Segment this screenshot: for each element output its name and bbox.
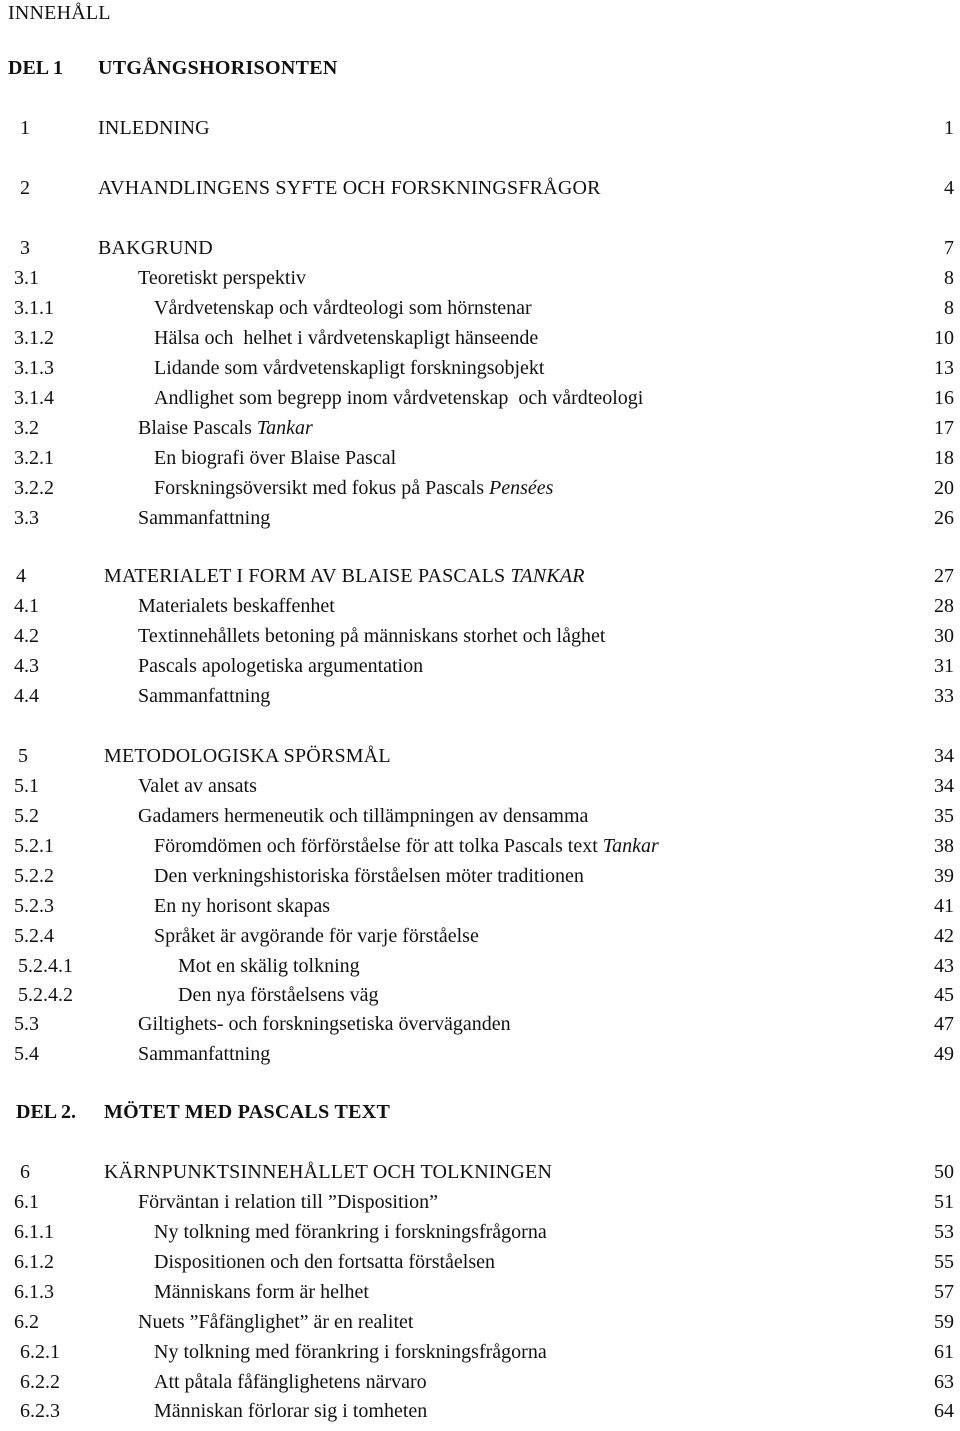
toc-entry-title — [138, 1308, 413, 1336]
toc-entry-number: 4 — [16, 565, 26, 587]
toc-entry-title-text: Mot en skälig tolkning — [178, 955, 360, 977]
toc-entry-title-text: INLEDNING — [98, 117, 210, 139]
toc-entry-title-text: Sammanfattning — [138, 507, 271, 529]
toc-entry — [0, 981, 960, 1009]
toc-entry-title-text: Föromdömen och förförståelse för att tolka Pascals text — [154, 835, 603, 857]
toc-entry — [0, 1338, 960, 1366]
toc-entry — [0, 802, 960, 830]
toc-entry-page-number: 47 — [934, 1013, 954, 1035]
toc-entry-title — [138, 772, 257, 800]
toc-entry-page-number: 59 — [934, 1311, 954, 1333]
toc-entry — [0, 444, 960, 472]
toc-entry-page-number: 50 — [934, 1161, 954, 1183]
toc-entry — [0, 1278, 960, 1306]
toc-entry-title-text: Gadamers hermeneutik och tillämpningen av densamma — [138, 805, 589, 827]
toc-entry-title — [154, 474, 553, 502]
toc-entry-title-text: En ny horisont skapas — [154, 895, 331, 917]
toc-entry-page-number: 1 — [944, 117, 954, 139]
toc-entry-page-number: 35 — [934, 805, 954, 827]
toc-entry-number: 3.1.2 — [14, 327, 54, 349]
toc-entry-title-text: Blaise Pascals — [138, 417, 257, 439]
toc-entry-number: 6.1.3 — [14, 1281, 54, 1303]
toc-entry — [0, 234, 960, 262]
toc-entry-title-text: Förväntan i relation till ”Disposition” — [138, 1191, 438, 1213]
toc-entry-number: 6.2 — [14, 1311, 39, 1333]
toc-entry-number: 6.1.2 — [14, 1251, 54, 1273]
toc-entry-page-number: 41 — [934, 895, 954, 917]
toc-entry-title-text: Människan förlorar sig i tomheten — [154, 1400, 428, 1422]
toc-entry-number: 5.2.2 — [14, 865, 54, 887]
toc-entry-number: 3.1 — [14, 267, 39, 289]
toc-entry — [0, 742, 960, 770]
toc-entry-title-text: Hälsa och helhet i vårdvetenskapligt hänseende — [154, 327, 539, 349]
toc-entry-title-text: BAKGRUND — [98, 237, 213, 259]
toc-entry-title-text: Giltighets- och forskningsetiska överväganden — [138, 1013, 511, 1035]
toc-entry-number: 4.1 — [14, 595, 39, 617]
toc-entry-title-italic: Pensées — [488, 477, 554, 499]
toc-entry-number: 2 — [20, 177, 30, 199]
toc-entry-page-number: 34 — [934, 745, 954, 767]
toc-entry-title-text: MÖTET MED PASCALS TEXT — [104, 1101, 391, 1123]
toc-entry — [0, 922, 960, 950]
toc-entry-title-text: Språket är avgörande för varje förståelse — [154, 925, 479, 947]
toc-entry-number: 6.1 — [14, 1191, 39, 1213]
toc-entry-title-text: Människans form är helhet — [154, 1281, 369, 1303]
toc-entry-title — [154, 1368, 427, 1396]
toc-entry — [0, 54, 960, 82]
toc-entry-number: 3.1.4 — [14, 387, 54, 409]
toc-entry-page-number: 4 — [944, 177, 954, 199]
toc-entry — [0, 862, 960, 890]
toc-entry-page-number: 10 — [934, 327, 954, 349]
toc-entry-title — [154, 892, 330, 920]
toc-entry — [0, 1218, 960, 1246]
toc-entry-title-text: Materialets beskaffenhet — [138, 595, 335, 617]
toc-entry-title — [154, 1338, 547, 1366]
toc-entry-page-number: 38 — [934, 835, 954, 857]
toc-entry-title — [98, 54, 338, 82]
toc-entry-title — [154, 1397, 427, 1425]
toc-entry-title — [98, 174, 601, 202]
toc-entry-page-number: 20 — [934, 477, 954, 499]
toc-entry — [0, 414, 960, 442]
toc-entry — [0, 652, 960, 680]
toc-entry-title-text: Den nya förståelsens väg — [178, 984, 379, 1006]
toc-entry-title — [154, 384, 643, 412]
toc-entry-title — [138, 1188, 438, 1216]
toc-entry-number: 5.3 — [14, 1013, 39, 1035]
toc-entry — [0, 1248, 960, 1276]
toc-entry-title — [104, 1158, 552, 1186]
toc-entry-page-number: 18 — [934, 447, 954, 469]
toc-entry-title-text: AVHANDLINGENS SYFTE OCH FORSKNINGSFRÅGOR — [98, 177, 601, 199]
toc-entry-number: 3.2.2 — [14, 477, 54, 499]
toc-entry — [0, 324, 960, 352]
toc-entry-number: 3.1.3 — [14, 357, 54, 379]
toc-entry-title — [154, 1248, 495, 1276]
toc-entry-number: 4.4 — [14, 685, 39, 707]
toc-entry-title — [138, 592, 335, 620]
toc-entry-title-text: UTGÅNGSHORISONTEN — [98, 57, 338, 79]
toc-entry-number: 5.2.1 — [14, 835, 54, 857]
toc-entry-page-number: 61 — [934, 1341, 954, 1363]
toc-entry-number: 4.3 — [14, 655, 39, 677]
toc-entry-number: 5.2 — [14, 805, 39, 827]
toc-entry-page-number: 45 — [934, 984, 954, 1006]
toc-entry-number: 4.2 — [14, 625, 39, 647]
toc-entry-title-text: En biografi över Blaise Pascal — [154, 447, 397, 469]
toc-entry-title — [138, 264, 306, 292]
toc-entry-title-text: Teoretiskt perspektiv — [138, 267, 306, 289]
toc-entry-title-italic: Tankar — [602, 835, 659, 857]
toc-entry-page-number: 8 — [944, 267, 954, 289]
toc-entry-title-text: Att påtala fåfänglighetens närvaro — [154, 1371, 427, 1393]
toc-entry-title — [138, 504, 270, 532]
toc-entry-number: 3.2 — [14, 417, 39, 439]
page-title: INNEHÅLL — [8, 2, 111, 24]
toc-entry-page-number: 34 — [934, 775, 954, 797]
toc-entry-title — [138, 414, 313, 442]
toc-entry-number: 5 — [18, 745, 28, 767]
toc-entry-page-number: 49 — [934, 1043, 954, 1065]
toc-entry-page-number: 43 — [934, 955, 954, 977]
toc-entry-page-number: 63 — [934, 1371, 954, 1393]
toc-entry-page-number: 64 — [934, 1400, 954, 1422]
toc-entry-title — [104, 562, 585, 590]
toc-entry-title — [154, 832, 659, 860]
toc-entry-title — [154, 922, 479, 950]
toc-entry — [0, 892, 960, 920]
toc-entry-title-italic: Tankar — [256, 417, 313, 439]
toc-entry-title — [98, 114, 210, 142]
toc-entry-title-text: Valet av ansats — [138, 775, 257, 797]
toc-entry-page-number: 42 — [934, 925, 954, 947]
toc-entry-number: 5.2.4.1 — [18, 955, 73, 977]
toc-entry — [0, 264, 960, 292]
toc-entry-title — [138, 1010, 511, 1038]
toc-entry-title — [178, 981, 379, 1009]
toc-entry-title-text: Pascals apologetiska argumentation — [138, 655, 424, 677]
toc-entry-title — [154, 294, 532, 322]
toc-entry-number: 6 — [20, 1161, 30, 1183]
toc-entry — [0, 1010, 960, 1038]
toc-entry-title-text: Textinnehållets betoning på människans storhet och låghet — [138, 625, 606, 647]
toc-entry-page-number: 7 — [944, 237, 954, 259]
toc-entry-title — [154, 354, 544, 382]
toc-entry — [0, 1098, 960, 1126]
toc-entry-page-number: 8 — [944, 297, 954, 319]
toc-entry — [0, 294, 960, 322]
toc-entry-title — [138, 652, 423, 680]
toc-entry-title-text: Forskningsöversikt med fokus på Pascals — [154, 477, 489, 499]
toc-entry-number: 3.1.1 — [14, 297, 54, 319]
toc-entry-title-text: Dispositionen och den fortsatta förståelsen — [154, 1251, 496, 1273]
toc-entry-number: 3.3 — [14, 507, 39, 529]
toc-entry-number: 5.2.3 — [14, 895, 54, 917]
toc-entry — [0, 1368, 960, 1396]
toc-entry — [0, 504, 960, 532]
toc-entry-title — [98, 234, 213, 262]
toc-entry-number: DEL 2. — [16, 1101, 77, 1123]
toc-entry-page-number: 57 — [934, 1281, 954, 1303]
toc-entry — [0, 682, 960, 710]
toc-entry-title — [154, 1218, 547, 1246]
toc-entry — [0, 1158, 960, 1186]
toc-entry-number: 6.2.1 — [20, 1341, 60, 1363]
toc-entry-title-text: Ny tolkning med förankring i forskningsfrågorna — [154, 1341, 547, 1363]
toc-entry-number: 1 — [20, 117, 30, 139]
toc-entry-page-number: 30 — [934, 625, 954, 647]
toc-entry-number: 5.2.4.2 — [18, 984, 73, 1006]
toc-entry-title-text: Lidande som vårdvetenskapligt forskningsobjekt — [154, 357, 545, 379]
toc-entry-title-text: Den verkningshistoriska förståelsen möter traditionen — [154, 865, 584, 887]
toc-entry — [0, 622, 960, 650]
toc-entry-title — [154, 444, 396, 472]
toc-entry-title-text: Nuets ”Fåfänglighet” är en realitet — [138, 1311, 414, 1333]
toc-entry-page-number: 27 — [934, 565, 954, 587]
toc-entry — [0, 592, 960, 620]
toc-entry-page-number: 17 — [934, 417, 954, 439]
toc-entry — [0, 1188, 960, 1216]
toc-entry-page-number: 26 — [934, 507, 954, 529]
toc-entry-page-number: 55 — [934, 1251, 954, 1273]
toc-entry-title-text: METODOLOGISKA SPÖRSMÅL — [104, 745, 391, 767]
toc-entry-title-text: Sammanfattning — [138, 685, 271, 707]
toc-entry — [0, 354, 960, 382]
toc-entry — [0, 1397, 960, 1425]
toc-entry-title — [104, 742, 391, 770]
toc-entry-title-italic: TANKAR — [510, 565, 585, 587]
toc-entry-title — [138, 802, 588, 830]
toc-entry-number: 6.2.2 — [20, 1371, 60, 1393]
toc-entry-page-number: 16 — [934, 387, 954, 409]
toc-entry-number: 6.2.3 — [20, 1400, 60, 1422]
toc-entry-title — [138, 622, 605, 650]
toc-entry — [0, 174, 960, 202]
toc-entry-number: 3 — [20, 237, 30, 259]
toc-entry-page-number: 31 — [934, 655, 954, 677]
toc-entry — [0, 832, 960, 860]
toc-entry-title-text: MATERIALET I FORM AV BLAISE PASCALS — [104, 565, 511, 587]
toc-entry-title-text: KÄRNPUNKTSINNEHÅLLET OCH TOLKNINGEN — [104, 1161, 553, 1183]
toc-entry — [0, 114, 960, 142]
toc-entry — [0, 384, 960, 412]
toc-entry-title-text: Andlighet som begrepp inom vårdvetenskap och vårdteologi — [154, 387, 644, 409]
toc-entry — [0, 1308, 960, 1336]
toc-entry-title — [138, 1040, 270, 1068]
toc-entry-number: 5.1 — [14, 775, 39, 797]
toc-entry-title — [178, 952, 360, 980]
toc-entry-page-number: 13 — [934, 357, 954, 379]
toc-entry-title-text: Vårdvetenskap och vårdteologi som hörnstenar — [154, 297, 532, 319]
toc-entry-page-number: 39 — [934, 865, 954, 887]
toc-entry — [0, 562, 960, 590]
toc-entry-title — [104, 1098, 390, 1126]
toc-entry-page-number: 28 — [934, 595, 954, 617]
toc-entry-number: 6.1.1 — [14, 1221, 54, 1243]
toc-entry-number: 3.2.1 — [14, 447, 54, 469]
toc-entry — [0, 772, 960, 800]
toc-entry — [0, 474, 960, 502]
toc-entry-page-number: 51 — [934, 1191, 954, 1213]
toc-entry-page-number: 53 — [934, 1221, 954, 1243]
toc-entry-number: DEL 1 — [8, 57, 64, 79]
toc-entry-number: 5.4 — [14, 1043, 39, 1065]
toc-entry-title-text: Sammanfattning — [138, 1043, 271, 1065]
toc-entry-title — [154, 1278, 369, 1306]
toc-entry-title — [154, 324, 538, 352]
toc-entry-title — [138, 682, 270, 710]
toc-entry-number: 5.2.4 — [14, 925, 54, 947]
toc-entry-title — [154, 862, 584, 890]
toc-entry — [0, 1040, 960, 1068]
toc-entry-page-number: 33 — [934, 685, 954, 707]
toc-entry-title-text: Ny tolkning med förankring i forskningsfrågorna — [154, 1221, 547, 1243]
toc-entry — [0, 952, 960, 980]
